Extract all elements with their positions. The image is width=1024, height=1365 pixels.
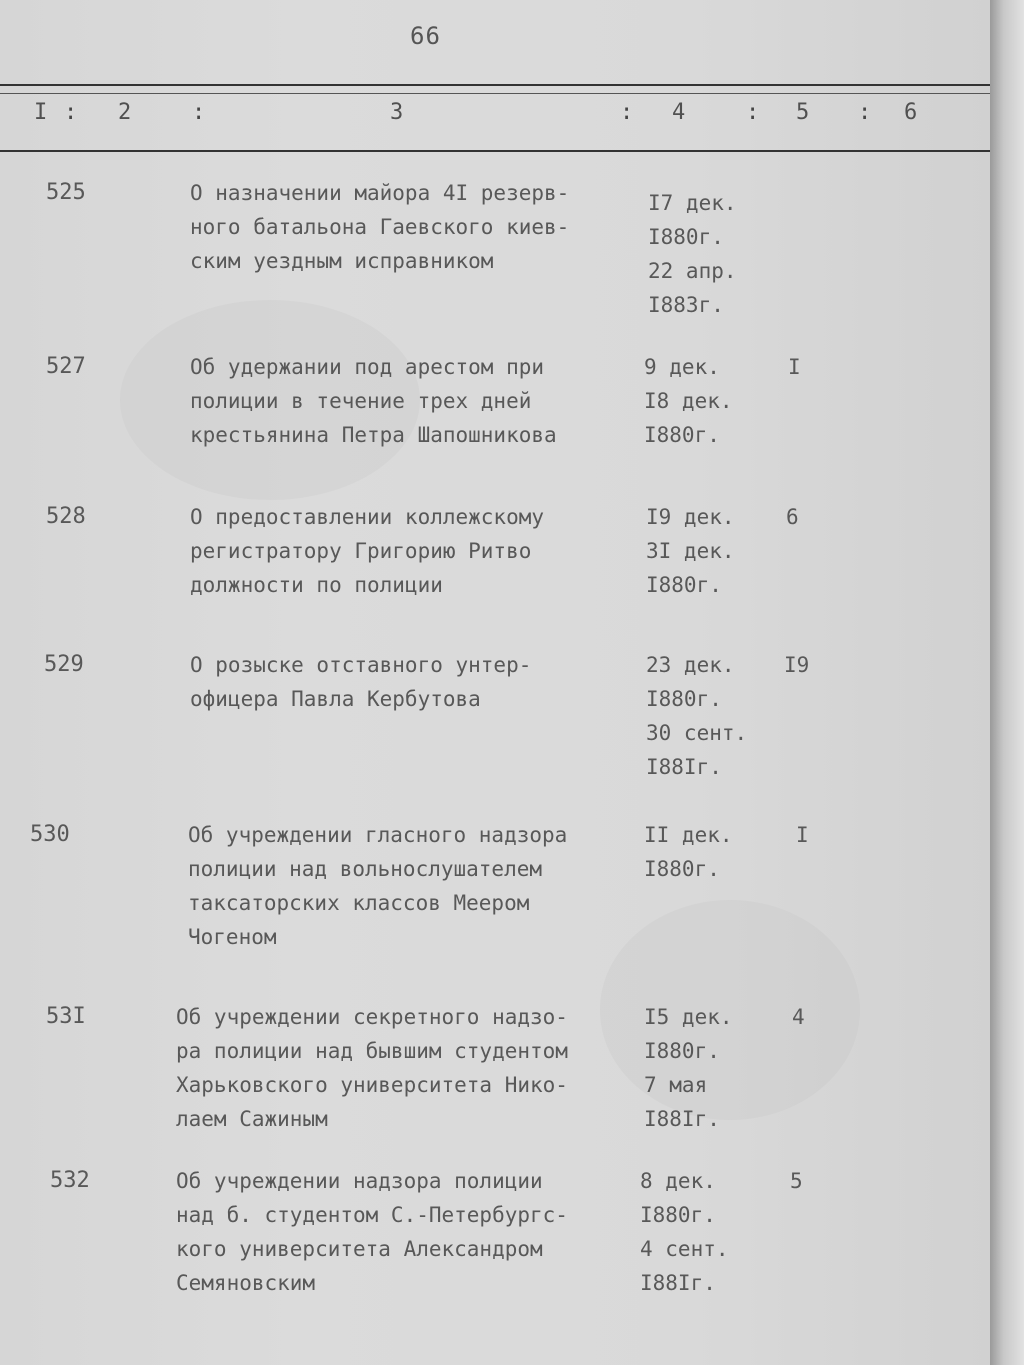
entry-sheet-count: I <box>788 355 801 379</box>
entry-date-line: 8 дек. <box>640 1169 716 1193</box>
entry-dates <box>644 350 733 452</box>
entry-date-line: 9 дек. <box>644 355 720 379</box>
column-separator: : <box>746 100 760 125</box>
column-header-5: 5 <box>796 100 810 125</box>
entry-title-line: Харьковского университета Нико- <box>176 1073 568 1097</box>
column-separator: : <box>64 100 78 125</box>
entry-title-line: О назначении майора 4I резерв- <box>190 181 570 205</box>
entry-date-line: I8 дек. <box>644 389 733 413</box>
entry-title-line: ским уездным исправником <box>190 249 494 273</box>
entry-dates <box>644 818 733 886</box>
entry-date-line: I880г. <box>646 573 722 597</box>
entry-title-line: полиции в течение трех дней <box>190 389 532 413</box>
entry-title <box>190 350 635 452</box>
column-header-1: I <box>34 100 48 125</box>
entry-date-line: I880г. <box>644 857 720 881</box>
entry-number: 529 <box>44 652 84 677</box>
entry-title <box>176 1000 621 1136</box>
header-rule-top <box>0 84 990 86</box>
entry-title-line: над б. студентом С.-Петербургс- <box>176 1203 568 1227</box>
entry-dates <box>648 186 737 322</box>
entry-dates <box>644 1000 733 1136</box>
entry-title-line: Об учреждении секретного надзо- <box>176 1005 568 1029</box>
entry-title <box>190 648 635 716</box>
entry-title <box>188 818 633 954</box>
entry-title-line: О предоставлении коллежскому <box>190 505 545 529</box>
entry-date-line: 3I дек. <box>646 539 735 563</box>
underlying-sheet-edge <box>990 0 1024 1365</box>
column-header-2: 2 <box>118 100 132 125</box>
entry-date-line: I883г. <box>648 293 724 317</box>
entry-dates <box>646 648 747 784</box>
entry-title-line: должности по полиции <box>190 573 443 597</box>
entry-sheet-count: 5 <box>790 1169 803 1193</box>
entry-title-line: лаем Сажиным <box>176 1107 328 1131</box>
entry-sheet-count: I9 <box>784 653 810 677</box>
entry-date-line: I88Iг. <box>644 1107 720 1131</box>
column-header-3: 3 <box>390 100 404 125</box>
entry-title-line: Семяновским <box>176 1271 316 1295</box>
entry-sheet-count: 6 <box>786 505 799 529</box>
entry-date-line: 22 апр. <box>648 259 737 283</box>
entry-dates <box>640 1164 729 1300</box>
entry-title <box>190 500 635 602</box>
entry-title-line: ра полиции над бывшим студентом <box>176 1039 568 1063</box>
entry-date-line: I9 дек. <box>646 505 735 529</box>
entry-date-line: II дек. <box>644 823 733 847</box>
entry-number: 528 <box>46 504 86 529</box>
column-header-6: 6 <box>904 100 918 125</box>
entry-number: 525 <box>46 180 86 205</box>
entry-title <box>176 1164 621 1300</box>
entry-title-line: Об учреждении надзора полиции <box>176 1169 543 1193</box>
header-rule-bottom <box>0 150 990 152</box>
entry-number: 527 <box>46 354 86 379</box>
entry-sheet-count: I <box>796 823 809 847</box>
entry-date-line: I7 дек. <box>648 191 737 215</box>
entry-date-line: I88Iг. <box>640 1271 716 1295</box>
entry-date-line: 4 сент. <box>640 1237 729 1261</box>
entry-title-line: кого университета Александром <box>176 1237 543 1261</box>
entry-title-line: крестьянина Петра Шапошникова <box>190 423 557 447</box>
column-separator: : <box>192 100 206 125</box>
entry-title-line: офицера Павла Кербутова <box>190 687 481 711</box>
entry-title-line: Об учреждении гласного надзора <box>188 823 568 847</box>
entry-date-line: I880г. <box>646 687 722 711</box>
entry-number: 53I <box>46 1004 86 1029</box>
entry-number: 530 <box>30 822 70 847</box>
entry-date-line: 7 мая <box>644 1073 708 1097</box>
entry-date-line: I88Iг. <box>646 755 722 779</box>
entry-title-line: полиции над вольнослушателем <box>188 857 543 881</box>
column-header-4: 4 <box>672 100 686 125</box>
entry-date-line: I880г. <box>640 1203 716 1227</box>
page-number: 66 <box>410 22 441 50</box>
column-separator: : <box>620 100 634 125</box>
entry-date-line: 30 сент. <box>646 721 748 745</box>
entry-date-line: I5 дек. <box>644 1005 733 1029</box>
entry-title-line: таксаторских классов Меером <box>188 891 530 915</box>
entry-title-line: регистратору Григорию Ритво <box>190 539 532 563</box>
header-rule-top-thin <box>0 93 990 94</box>
entry-date-line: 23 дек. <box>646 653 735 677</box>
entry-date-line: I880г. <box>644 423 720 447</box>
entry-number: 532 <box>50 1168 90 1193</box>
entry-sheet-count: 4 <box>792 1005 805 1029</box>
column-separator: : <box>858 100 872 125</box>
entry-title-line: О розыске отставного унтер- <box>190 653 532 677</box>
entry-dates <box>646 500 735 602</box>
entry-title-line: Об удержании под арестом при <box>190 355 545 379</box>
entry-title <box>190 176 635 278</box>
entry-title-line: Чогеном <box>188 925 277 949</box>
entry-title-line: ного батальона Гаевского киев- <box>190 215 570 239</box>
entry-date-line: I880г. <box>648 225 724 249</box>
entry-date-line: I880г. <box>644 1039 720 1063</box>
